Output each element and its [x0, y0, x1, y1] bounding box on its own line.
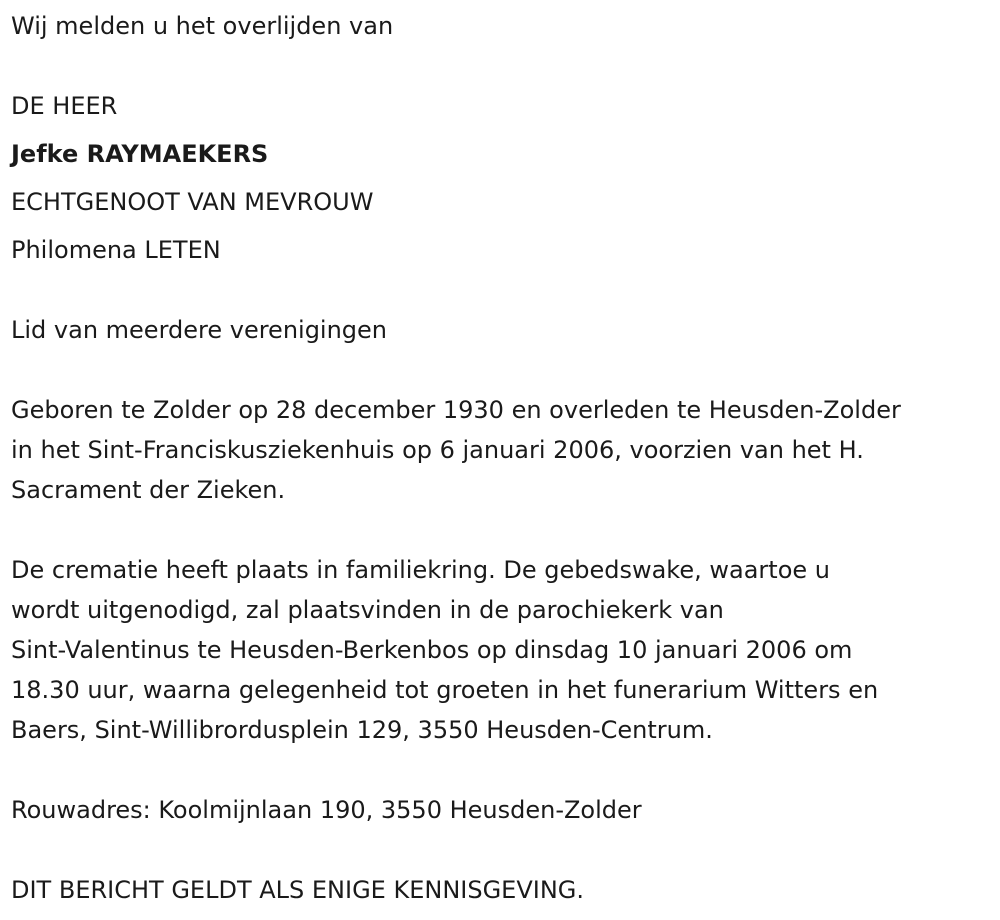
mourning-address: Rouwadres: Koolmijnlaan 190, 3550 Heusden-Zolder: [11, 796, 642, 824]
ceremony-paragraph: [11, 550, 996, 750]
spouse-label: ECHTGENOOT VAN MEVROUW: [11, 188, 374, 216]
paragraph-line: Sint-Valentinus te Heusden-Berkenbos op dinsdag 10 januari 2006 om: [11, 636, 853, 664]
paragraph-line: Geboren te Zolder op 28 december 1930 en overleden te Heusden-Zolder: [11, 396, 901, 424]
paragraph-line: wordt uitgenodigd, zal plaatsvinden in de parochiekerk van: [11, 596, 724, 624]
intro-text: Wij melden u het overlijden van: [11, 12, 394, 40]
membership-text: Lid van meerdere verenigingen: [11, 316, 388, 344]
deceased-name: Jefke RAYMAEKERS: [11, 140, 269, 168]
paragraph-line: in het Sint-Franciskusziekenhuis op 6 januari 2006, voorzien van het H.: [11, 436, 864, 464]
paragraph-line: Baers, Sint-Willibrordusplein 129, 3550 Heusden-Centrum.: [11, 716, 713, 744]
paragraph-line: De crematie heeft plaats in familiekring. De gebedswake, waartoe u: [11, 556, 830, 584]
title-prefix: DE HEER: [11, 92, 118, 120]
spouse-name: Philomena LETEN: [11, 236, 221, 264]
birth-death-paragraph: [11, 390, 996, 510]
closing-statement: DIT BERICHT GELDT ALS ENIGE KENNISGEVING.: [11, 876, 585, 904]
paragraph-line: Sacrament der Zieken.: [11, 476, 286, 504]
paragraph-line: 18.30 uur, waarna gelegenheid tot groeten in het funerarium Witters en: [11, 676, 879, 704]
